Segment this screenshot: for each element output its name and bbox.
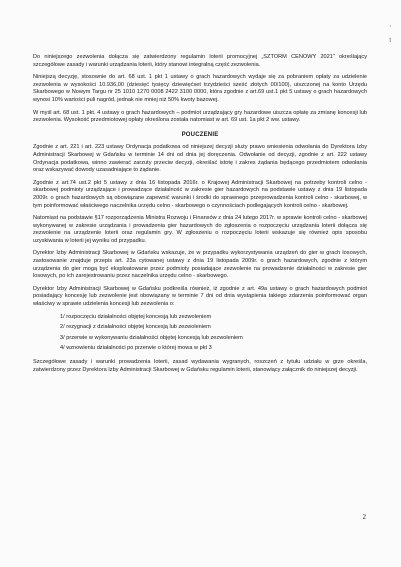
paragraph-regulation-attachment: Do niniejszego zezwolenia dołącza się zatwierdzony regulamin loterii promocyjnej „SZTORM CENOWY 2021” określający szczegółowe zasady i warunki urządzania loterii, który stanowi integralną część zezwolenia. xyxy=(33,54,367,68)
list-item: 3/ przerwie w wykonywaniu działalności objętej koncesją lub zezwoleniem xyxy=(60,334,243,341)
margin-mark-right: t xyxy=(389,38,391,44)
notification-list xyxy=(33,314,367,353)
paragraph-regulation-17: Natomiast na podstawie §17 rozporządzenia Ministra Rozwoju i Finansów z dnia 24 lutego 2017r. w sprawie kontroli celno - skarbowej wykonywanej w zakresie urządzania i prowadzenia gier hazardowych do zgłoszenia o rozpoczęciu urządzania loterii dołącza się zezwolenie na urządzenie loterii oraz regulamin gry. W zgłoszeniu o rozpoczęciu loterii wskazuje się również opis sposobu uzyskiwania w loterii jej wyniku od przypadku. xyxy=(33,215,367,244)
margin-mark-top: , xyxy=(389,22,391,28)
list-item: 4/ wznowieniu działalności po przerwie o której mowa w pkt 3 xyxy=(60,345,212,352)
paragraph-devices: Dyrektor Izby Administracji Skarbowej w Gdańsku wskazuje, że w przypadku wykorzystywania urządzeń do gier w grach losowych, zastosowanie znajduje przepis art. 23a cytowanej ustawy z dnia 19 listopada 2009r. o grach hazardowych, zgodnie z którym urządzenia do gier mogą być eksploatowane przez podmioty posiadające zezwolenie na prowadzenie działalności w zakresie gier losowych, po ich zarejestrowaniu przez naczelnika urzędu celno - skarbowego. xyxy=(33,250,367,280)
document-body xyxy=(33,54,367,379)
paragraph-notification-duty: Dyrektor Izby Administracji Skarbowej w Gdańsku podkreśla również, iż zgodnie z art. 49a ustawy o grach hazardowych podmiot posiadający koncesję lub zezwolenie jest obowiązany w terminie 7 dni od dnia wystąpienia takiego zdarzenia poinformować organ właściwy w sprawie udzielenia koncesji lub zezwolenia o: xyxy=(33,285,367,308)
list-item: 1/ rozpoczęciu działalności objętej koncesją lub zezwoleniem xyxy=(60,313,212,320)
paragraph-kas-control: Zgodnie z art.74 ust.2 pkt 5 ustawy z dnia 16 listopada 2016r. o Krajowej Administracji Skarbowej na potrzeby kontroli celno - skarbowej podmioty urządzające i prowadzące działalność w zakresie gier hazardowych na podstawie ustawy z dnia 19 listopada 2009r. o grach hazardowych są obowiązane zapewnić warunki i środki do sprawnego przeprowadzenia kontroli celno - skarbowej, w tym poinformować właściwego naczelnika urzędu celno - skarbowego o czynnościach podlegających kontroli celno - skarbowej. xyxy=(33,179,367,209)
list-item: 2/ rezygnacji z działalności objętej koncesją lub zezwoleniem xyxy=(60,324,211,331)
paragraph-fee: Niniejszą decyzję, stosownie do art. 68 ust. 1 pkt 1 ustawy o grach hazardowych wydaje się za pobraniem opłaty za udzielenie zezwolenia w wysokości 10.936,00 (dziesięć tysięcy dziewięćset trzydzieści sześć złotych 00/100), uiszczonej na konto Urzędu Skarbowego w Nowym Targu nr 25 1010 1270 0008 2422 3100 0000, która zgodnie z art.69 ust.1 pkt 5 ustawy o grach hazardowych wynosi 10% wartości puli nagród, jednak nie mniej niż 50% kwoty bazowej. xyxy=(33,74,367,103)
paragraph-change-fee: W myśl art. 68 ust. 1 pkt. 4 ustawy o grach hazardowych – podmiot urządzający gry hazardowe uiszcza opłatę za zmianę koncesji lub zezwolenia. Wysokość przedmiotowej opłaty określona została natomiast w art. 69 ust. 1a pkt 2 ww. ustawy. xyxy=(33,109,367,124)
paragraph-appeal: Zgodnie z art. 221 i art. 223 ustawy Ordynacja podatkowa od niniejszej decyzji służy prawo wniesienia odwołania do Dyrektora Izby Administracji Skarbowej w Gdańsku w terminie 14 dni od dnia jej doręczenia. Odwołanie od decyzji, zgodnie z art. 222 ustawy Ordynacja podatkowa, winno zawierać zarzuty przeciw decyzji, określać istotę i zakres żądania będącego przedmiotem odwołania oraz wskazywać dowody uzasadniające to żądanie. xyxy=(33,144,367,174)
page-number: 2 xyxy=(362,513,366,521)
paragraph-closing: Szczegółowe zasady i warunki prowadzenia loterii, zasad wydawania wygranych, roszczeń z tytułu udziału w grze określa, zatwierdzony przez Dyrektora Izby Administracji Skarbowej w Gdańsku regulamin loterii, stanowiący załącznik do niniejszej decyzji. xyxy=(33,359,367,373)
section-heading: POUCZENIE xyxy=(181,131,219,138)
